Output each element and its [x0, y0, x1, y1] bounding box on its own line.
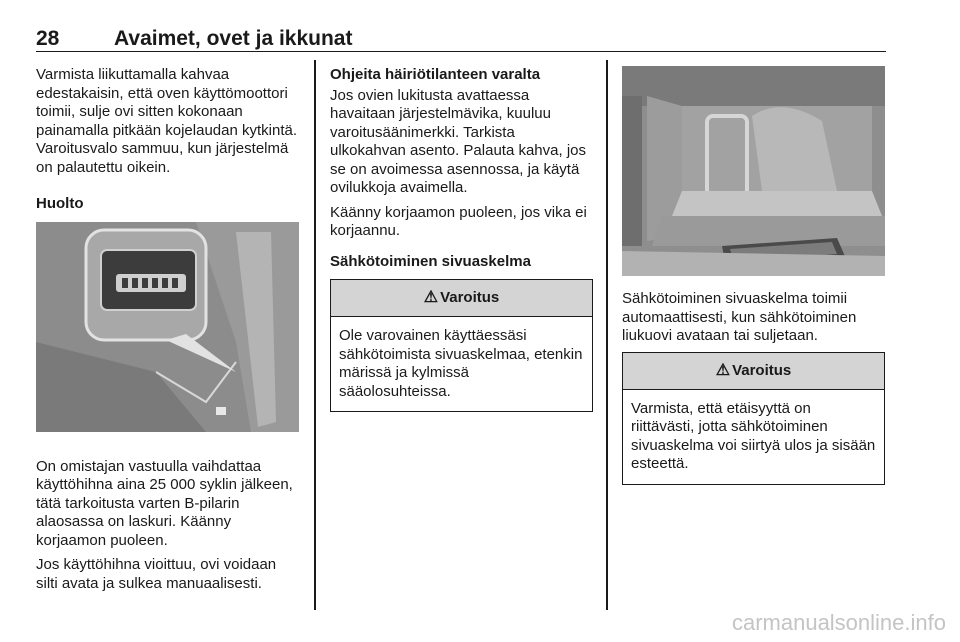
workshop-paragraph: Käänny korjaamon puoleen, jos vika ei korjaannu. — [330, 203, 587, 239]
warning-header — [331, 280, 592, 317]
chapter-title: Avaimet, ovet ja ikkunat — [114, 27, 353, 50]
belt-counter-illustration — [36, 222, 299, 432]
side-step-illustration — [622, 66, 885, 276]
warning-title: Varoitus — [732, 361, 792, 379]
fault-heading: Ohjeita häiriötilanteen varalta — [330, 66, 541, 83]
watermark: carmanualsonline.info — [731, 610, 946, 635]
warning-header — [623, 353, 884, 390]
warning-text: Varmista, että etäisyyttä on riittävästi, jotta sähkötoiminen sivuaskelma voi siirtyä ulos ja sisään esteettä. — [631, 399, 876, 472]
intro-paragraph: Varmista liikuttamalla kahvaa edestakaisin, että oven käyttömoottori toimii, sulje ovi sitten kokonaan painamalla pitkään kojelaudan kytkintä. Varoitusvalo sammuu, kun järjestelmä on palautettu oikein. — [36, 66, 297, 176]
warning-box — [622, 352, 885, 485]
column-2 — [330, 66, 593, 412]
column-3 — [622, 66, 885, 485]
warning-text: Ole varovainen käyttäessäsi sähkötoimista sivuaskelmaa, etenkin märissä ja kylmissä sääolosuhteissa. — [339, 327, 583, 400]
side-step-paragraph: Sähkötoiminen sivuaskelma toimii automaattisesti, kun sähkötoiminen liukuovi avataan tai suljetaan. — [622, 290, 857, 344]
maintenance-heading: Huolto — [36, 195, 84, 212]
manual-operation-paragraph: Jos käyttöhihna vioittuu, ovi voidaan silti avata ja sulkea manuaalisesti. — [36, 556, 277, 592]
column-divider — [314, 60, 316, 610]
page-number: 28 — [36, 27, 60, 50]
page-header — [36, 24, 886, 52]
side-step-heading: Sähkötoiminen sivuaskelma — [330, 252, 531, 270]
warning-box — [330, 279, 593, 412]
belt-replacement-paragraph: On omistajan vastuulla vaihdattaa käyttöhihna aina 25 000 syklin jälkeen, tätä tarkoitusta varten B-pilarin alaosassa on laskuri. Käänny korjaamon puoleen. — [36, 457, 293, 549]
warning-title: Varoitus — [440, 289, 500, 306]
column-divider — [606, 60, 608, 610]
column-1 — [36, 66, 299, 599]
warning-triangle-icon: ⚠ — [715, 361, 731, 379]
fault-paragraph: Jos ovien lukitusta avattaessa havaitaan järjestelmävika, kuuluu varoitusäänimerkki. Tarkista ulkokahvan asento. Palauta kahva, jos se on avoimessa asennossa, ja käytä ovilukkoja avaimella. — [330, 86, 587, 196]
warning-triangle-icon: ⚠ — [423, 289, 439, 306]
